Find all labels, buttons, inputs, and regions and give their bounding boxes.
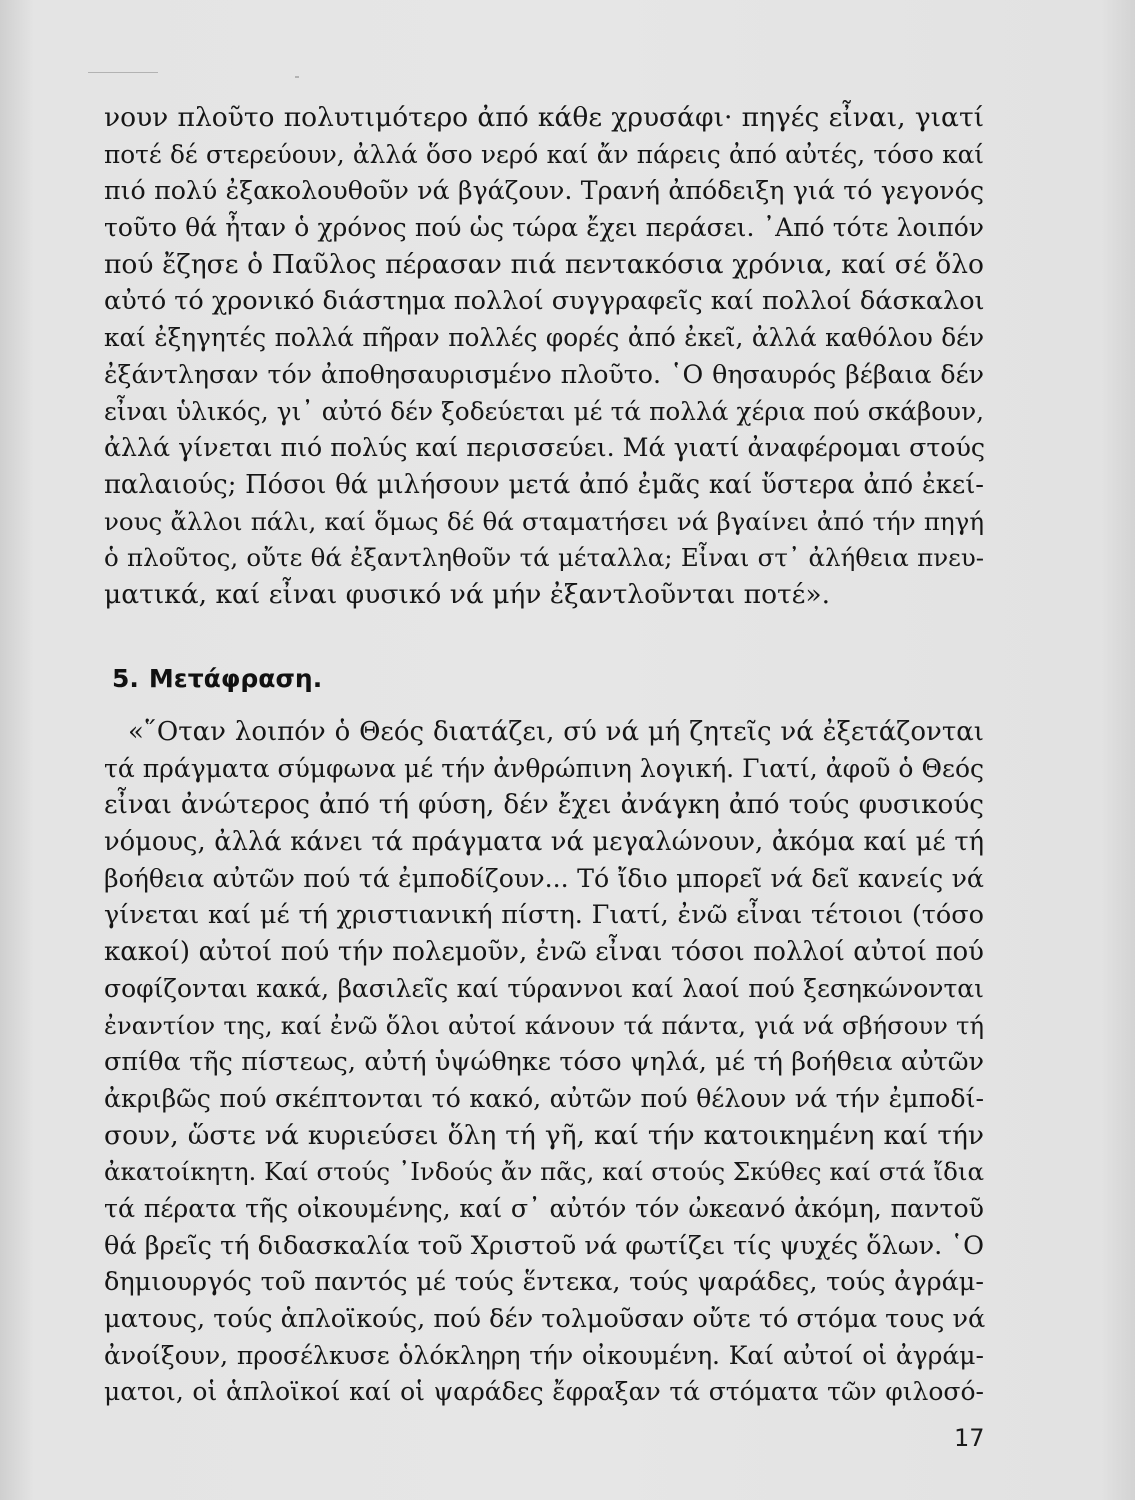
text-line: σοφίζονται κακά, βασιλεῖς καί τύραννοι καί λαοί πού ξεσηκώνονται: [104, 973, 984, 1003]
text-line: εἶναι ὑλικός, γι᾿ αὐτό δέν ξοδεύεται μέ τά πολλά χέρια πού σκάβουν,: [104, 396, 984, 426]
section-number: 5.: [112, 664, 139, 693]
scan-smudge: [88, 72, 158, 73]
text-line: εἶναι ἀνώτερος ἀπό τή φύση, δέν ἔχει ἀνάγκη ἀπό τούς φυσικούς: [104, 790, 984, 821]
text-line: νόμους, ἀλλά κάνει τά πράγματα νά μεγαλώνουν, ἀκόμα καί μέ τή: [104, 827, 984, 858]
text-line: ματικά, καί εἶναι φυσικό νά μήν ἐξαντλοῦνται ποτέ».: [104, 578, 831, 610]
scan-smudge: [295, 76, 299, 78]
text-line: πιό πολύ ἐξακολουθοῦν νά βγάζουν. Τρανή ἀπόδειξη γιά τό γεγονός: [104, 176, 984, 206]
text-line: ἀνοίξουν, προσέλκυσε ὁλόκληρη τήν οἰκουμένη. Καί αὐτοί οἱ ἀγράμ-: [104, 1340, 984, 1370]
text-line: τοῦτο θά ἦταν ὁ χρόνος πού ὡς τώρα ἔχει περάσει. ᾿Από τότε λοιπόν: [104, 213, 984, 243]
text-line: θά βρεῖς τή διδασκαλία τοῦ Χριστοῦ νά φωτίζει τίς ψυχές ὅλων. ῾Ο: [104, 1230, 984, 1261]
section-heading: [112, 664, 322, 693]
text-line: καί ἐξηγητές πολλά πῆραν πολλές φορές ἀπό ἐκεῖ, ἀλλά καθόλου δέν: [104, 323, 984, 353]
text-line: ἐξάντλησαν τόν ἀποθησαυρισμένο πλοῦτο. ῾Ο θησαυρός βέβαια δέν: [104, 359, 984, 389]
text-line: σπίθα τῆς πίστεως, αὐτή ὑψώθηκε τόσο ψηλά, μέ τή βοήθεια αὐτῶν: [104, 1047, 984, 1078]
continuation-paragraph: [104, 100, 984, 614]
text-line: σουν, ὥστε νά κυριεύσει ὅλη τή γῆ, καί τήν κατοικημένη καί τήν: [104, 1119, 984, 1151]
text-line: πού ἔζησε ὁ Παῦλος πέρασαν πιά πεντακόσια χρόνια, καί σέ ὅλο: [104, 248, 984, 280]
text-line: δημιουργός τοῦ παντός μέ τούς ἕντεκα, τούς ψαράδες, τούς ἀγράμ-: [104, 1267, 984, 1298]
text-line: νουν πλοῦτο πολυτιμότερο ἀπό κάθε χρυσάφι· πηγές εἶναι, γιατί: [104, 102, 984, 133]
text-line: τά πράγματα σύμφωνα μέ τήν ἀνθρώπινη λογική. Γιατί, ἀφοῦ ὁ Θεός: [104, 753, 984, 783]
text-line: τά πέρατα τῆς οἰκουμένης, καί σ᾿ αὐτόν τόν ὠκεανό ἀκόμη, παντοῦ: [104, 1193, 984, 1223]
page-number: 17: [954, 1424, 985, 1452]
text-line: «῞Οταν λοιπόν ὁ Θεός διατάζει, σύ νά μή ζητεῖς νά ἐξετάζονται: [128, 717, 984, 747]
text-line: ἀκατοίκητη. Καί στούς ᾿Ινδούς ἄν πᾶς, καί στούς Σκύθες καί στά ἴδια: [104, 1157, 984, 1187]
text-line: αὐτό τό χρονικό διάστημα πολλοί συγγραφεῖς καί πολλοί δάσκαλοι: [104, 286, 985, 317]
text-line: ποτέ δέ στερεύουν, ἀλλά ὅσο νερό καί ἄν πάρεις ἀπό αὐτές, τόσο καί: [104, 139, 984, 169]
translation-paragraph: [104, 714, 984, 1411]
text-line: κακοί) αὐτοί πού τήν πολεμοῦν, ἐνῶ εἶναι τόσοι πολλοί αὐτοί πού: [104, 937, 984, 968]
text-line: παλαιούς; Πόσοι θά μιλήσουν μετά ἀπό ἐμᾶς καί ὕστερα ἀπό ἐκεί-: [104, 469, 984, 500]
text-line: νους ἄλλοι πάλι, καί ὅμως δέ θά σταματήσει νά βγαίνει ἀπό τήν πηγή: [104, 506, 984, 536]
section-title: Μετάφραση.: [148, 664, 323, 693]
text-line: γίνεται καί μέ τή χριστιανική πίστη. Γιατί, ἐνῶ εἶναι τέτοιοι (τόσο: [104, 900, 984, 931]
text-line: ἀλλά γίνεται πιό πολύς καί περισσεύει. Μά γιατί ἀναφέρομαι στούς: [104, 433, 986, 463]
text-line: ὁ πλοῦτος, οὔτε θά ἐξαντληθοῦν τά μέταλλα; Εἶναι στ᾿ ἀλήθεια πνευ-: [104, 543, 984, 573]
text-line: βοήθεια αὐτῶν πού τά ἐμποδίζουν... Τό ἴδιο μπορεῖ νά δεῖ κανείς νά: [104, 863, 984, 893]
text-line: ματους, τούς ἁπλοϊκούς, πού δέν τολμοῦσαν οὔτε τό στόμα τους νά: [104, 1304, 986, 1334]
text-line: ματοι, οἱ ἁπλοϊκοί καί οἱ ψαράδες ἔφραξαν τά στόματα τῶν φιλοσό-: [104, 1377, 984, 1407]
text-line: ἐναντίον της, καί ἐνῶ ὅλοι αὐτοί κάνουν τά πάντα, γιά νά σβήσουν τή: [104, 1010, 984, 1040]
text-line: ἀκριβῶς πού σκέπτονται τό κακό, αὐτῶν πού θέλουν νά τήν ἐμποδί-: [104, 1083, 984, 1113]
